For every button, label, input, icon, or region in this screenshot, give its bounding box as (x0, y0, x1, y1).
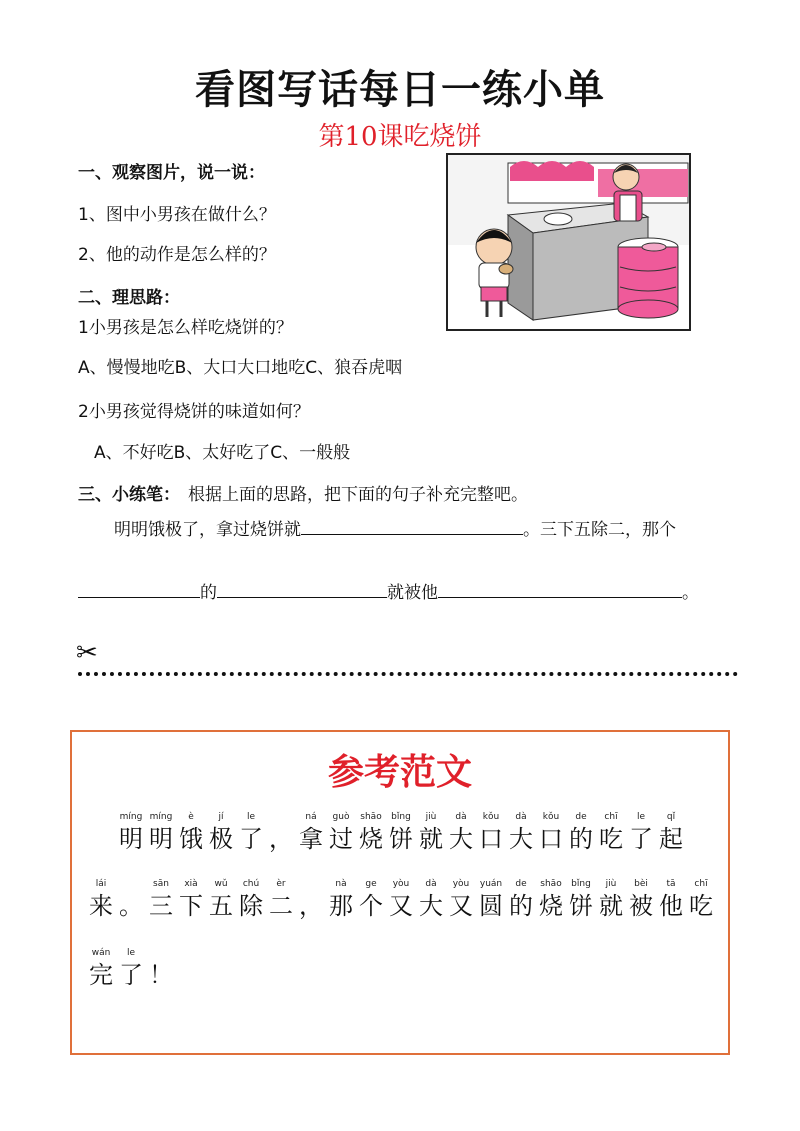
hanzi-char: 五 (209, 892, 233, 920)
pinyin-char-cell (326, 810, 356, 854)
pinyin-text: lái (95, 879, 107, 889)
pinyin-text: bèi (634, 879, 648, 889)
pinyin-text: èr (276, 879, 286, 889)
hanzi-char: 三 (149, 892, 173, 920)
hanzi-char: 又 (389, 892, 413, 920)
pinyin-text: shāo (360, 812, 382, 822)
pinyin-text: jiù (605, 879, 617, 889)
sentence-part1: 明明饿极了，拿过烧饼就 (114, 520, 301, 540)
hanzi-char: 除 (239, 892, 263, 920)
hanzi-char: 吃 (599, 825, 623, 853)
hanzi-char: ， (269, 825, 293, 853)
pinyin-char-cell (506, 877, 536, 921)
cut-dotted-line (78, 672, 738, 676)
hanzi-char: 了 (629, 825, 653, 853)
pinyin-char-cell (566, 877, 596, 921)
section2-heading: 二、理思路： (78, 288, 180, 308)
pinyin-char-cell (326, 877, 356, 921)
pinyin-text: yòu (392, 879, 410, 889)
page-title: 看图写话每日一练小单 (195, 67, 605, 113)
section3-heading: 三、小练笔： (78, 485, 180, 505)
pinyin-text: bǐng (391, 812, 411, 822)
pinyin-char-cell (386, 810, 416, 854)
pinyin-char-cell (296, 810, 326, 854)
sentence-part4: 就被他 (387, 583, 438, 603)
pinyin-text: sān (153, 879, 169, 889)
section2-question2: 2小男孩觉得烧饼的味道如何？ (78, 402, 310, 422)
pinyin-text: dà (455, 812, 467, 822)
answer-blank-3[interactable] (217, 580, 387, 598)
practice-sentence-line2 (78, 578, 699, 603)
answer-blank-2[interactable] (78, 580, 200, 598)
pinyin-char-cell (206, 810, 236, 854)
hanzi-char: 被 (629, 892, 653, 920)
pinyin-char-cell (86, 946, 116, 990)
pinyin-char-cell (386, 877, 416, 921)
pinyin-text: chī (694, 879, 708, 889)
sentence-part2: 。三下五除二，那个 (523, 520, 676, 540)
hanzi-char: 了 (239, 825, 263, 853)
boy-eating-pancake-illustration (446, 153, 691, 331)
hanzi-char: ， (299, 892, 323, 920)
section1-question2: 2、他的动作是怎么样的？ (78, 245, 276, 265)
reference-row-3 (86, 946, 176, 990)
answer-blank-1[interactable] (301, 517, 523, 535)
pinyin-text: dà (515, 812, 527, 822)
hanzi-char: 了 (119, 961, 143, 989)
hanzi-char: 饿 (179, 825, 203, 853)
pinyin-text: tā (666, 879, 676, 889)
pinyin-text: ná (305, 812, 317, 822)
pinyin-char-cell (236, 877, 266, 921)
hanzi-char: 就 (599, 892, 623, 920)
pinyin-char-cell (596, 877, 626, 921)
hanzi-char: 大 (509, 825, 533, 853)
pinyin-text: yuán (479, 879, 503, 889)
pinyin-text: nà (335, 879, 347, 889)
pinyin-text: de (515, 879, 527, 889)
hanzi-char: 口 (539, 825, 563, 853)
pinyin-text: dà (425, 879, 437, 889)
pinyin-text: yòu (452, 879, 470, 889)
pinyin-text: jiù (425, 812, 437, 822)
answer-blank-4[interactable] (438, 580, 682, 598)
hanzi-char: 极 (209, 825, 233, 853)
hanzi-char: 大 (449, 825, 473, 853)
pinyin-char-cell (416, 877, 446, 921)
pinyin-text: chú (242, 879, 260, 889)
practice-sentence-line1 (114, 515, 676, 540)
pinyin-text: xià (184, 879, 198, 889)
pinyin-text: míng (119, 812, 143, 822)
pinyin-text: qǐ (666, 812, 676, 822)
pinyin-char-cell (626, 810, 656, 854)
hanzi-char: 那 (329, 892, 353, 920)
pinyin-char-cell (86, 877, 116, 921)
section2-question1: 1小男孩是怎么样吃烧饼的？ (78, 318, 293, 338)
pinyin-char-cell (176, 810, 206, 854)
sentence-part3: 的 (200, 583, 217, 603)
reference-title: 参考范文 (327, 752, 472, 793)
pinyin-char-cell (446, 877, 476, 921)
pinyin-char-cell (116, 810, 146, 854)
section1-heading: 一、观察图片，说一说： (78, 163, 265, 183)
pinyin-char-cell (536, 877, 566, 921)
sentence-end: 。 (682, 583, 699, 603)
pinyin-text: kǒu (482, 812, 500, 822)
pinyin-char-cell (566, 810, 596, 854)
pinyin-text: bǐng (571, 879, 591, 889)
section1-question1: 1、图中小男孩在做什么？ (78, 205, 276, 225)
hanzi-char: 拿 (299, 825, 323, 853)
lesson-subtitle: 第10课吃烧饼 (318, 122, 482, 152)
hanzi-char: 的 (509, 892, 533, 920)
hanzi-char: 明 (119, 825, 143, 853)
scissors-icon: ✂ (76, 638, 98, 668)
hanzi-char: 又 (449, 892, 473, 920)
hanzi-char: 的 (569, 825, 593, 853)
pinyin-char-cell (146, 810, 176, 854)
pinyin-char-cell (446, 810, 476, 854)
hanzi-char: 烧 (359, 825, 383, 853)
section3-instruction: 根据上面的思路，把下面的句子补充完整吧。 (188, 485, 528, 505)
pinyin-char-cell (356, 810, 386, 854)
pinyin-char-cell (266, 810, 296, 854)
hanzi-char: 个 (359, 892, 383, 920)
hanzi-char: 过 (329, 825, 353, 853)
pinyin-text: le (126, 948, 136, 958)
pinyin-text: le (636, 812, 646, 822)
pinyin-text: shāo (540, 879, 562, 889)
hanzi-char: ！ (149, 961, 173, 989)
pinyin-char-cell (86, 810, 116, 854)
hanzi-char: 下 (179, 892, 203, 920)
pinyin-char-cell (476, 877, 506, 921)
section2-question2-options: A、不好吃B、太好吃了C、一般般 (94, 443, 351, 463)
pinyin-char-cell (176, 877, 206, 921)
pinyin-char-cell (266, 877, 296, 921)
pinyin-char-cell (356, 877, 386, 921)
hanzi-char: 完 (89, 961, 113, 989)
pinyin-char-cell (206, 877, 236, 921)
hanzi-char: 他 (659, 892, 683, 920)
pinyin-char-cell (416, 810, 446, 854)
hanzi-char: 饼 (569, 892, 593, 920)
pinyin-char-cell (536, 810, 566, 854)
hanzi-char: 。 (119, 892, 143, 920)
pinyin-text: wán (91, 948, 111, 958)
hanzi-char: 明 (149, 825, 173, 853)
pinyin-text: míng (149, 812, 173, 822)
pinyin-text: le (246, 812, 256, 822)
hanzi-char: 烧 (539, 892, 563, 920)
pinyin-text: jí (218, 812, 224, 822)
pinyin-text: chī (604, 812, 618, 822)
pinyin-text: de (575, 812, 587, 822)
pinyin-char-cell (296, 877, 326, 921)
pinyin-text: ge (365, 879, 377, 889)
pinyin-char-cell (506, 810, 536, 854)
pinyin-char-cell (146, 877, 176, 921)
hanzi-char: 二 (269, 892, 293, 920)
hanzi-char: 吃 (689, 892, 713, 920)
hanzi-char: 圆 (479, 892, 503, 920)
hanzi-char: 起 (659, 825, 683, 853)
pinyin-text: è (188, 812, 194, 822)
section2-question1-options: A、慢慢地吃B、大口大口地吃C、狼吞虎咽 (78, 358, 403, 378)
pinyin-char-cell (656, 810, 686, 854)
hanzi-char: 来 (89, 892, 113, 920)
pinyin-char-cell (116, 877, 146, 921)
pinyin-char-cell (656, 877, 686, 921)
pinyin-char-cell (236, 810, 266, 854)
pinyin-char-cell (686, 877, 716, 921)
reference-row-2 (86, 877, 716, 921)
hanzi-char: 饼 (389, 825, 413, 853)
pinyin-char-cell (476, 810, 506, 854)
pinyin-char-cell (116, 946, 146, 990)
pinyin-text: kǒu (542, 812, 560, 822)
reference-row-1 (86, 810, 686, 854)
pinyin-char-cell (146, 946, 176, 990)
reference-essay-box (70, 730, 730, 1055)
hanzi-char: 口 (479, 825, 503, 853)
pinyin-char-cell (626, 877, 656, 921)
hanzi-char: 大 (419, 892, 443, 920)
pinyin-char-cell (596, 810, 626, 854)
pinyin-text: wǔ (214, 879, 228, 889)
pinyin-text: guò (332, 812, 350, 822)
hanzi-char: 就 (419, 825, 443, 853)
